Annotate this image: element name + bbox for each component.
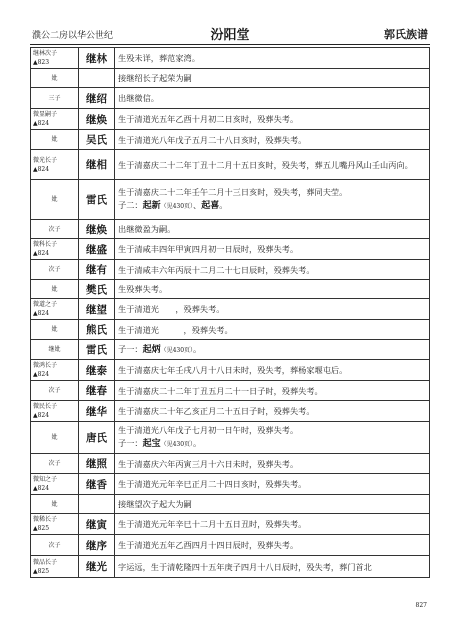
- relation-label: 微显嗣子: [33, 111, 58, 118]
- biography-cell: [115, 299, 430, 320]
- children-count-label: 子一：: [118, 344, 143, 354]
- table-row: [31, 109, 430, 130]
- biography-text: 生于清咸丰四年甲寅四月初一日辰时，殁葬失考。: [118, 244, 299, 254]
- biography-cell: [115, 88, 430, 109]
- person-name: 雷氏: [79, 180, 115, 220]
- biography-cell: [115, 280, 430, 299]
- relation-label: 次子: [48, 541, 61, 549]
- table-row: [31, 220, 430, 239]
- biography-cell: [115, 454, 430, 474]
- relation-cell: [31, 299, 79, 320]
- relation-cell: [31, 401, 79, 422]
- relation-cell: [31, 320, 79, 340]
- person-name: [79, 69, 115, 88]
- relation-cell: [31, 109, 79, 130]
- punctuation: 。: [219, 200, 228, 210]
- relation-label: 次子: [48, 266, 61, 273]
- relation-label: 妣: [51, 285, 58, 293]
- relation-label: 微民长子: [33, 403, 58, 410]
- person-name: 吴氏: [79, 130, 115, 150]
- person-name: 继寅: [79, 514, 115, 535]
- relation-label: 三子: [48, 94, 61, 102]
- table-row: [31, 454, 430, 474]
- page-reference: （见430页）: [160, 347, 194, 354]
- generation-marker: ▲823: [33, 59, 50, 66]
- biography-cell: [115, 401, 430, 422]
- page-number: 827: [415, 602, 427, 609]
- relation-cell: [31, 360, 79, 381]
- generation-marker: ▲824: [33, 165, 50, 173]
- table-row: [31, 535, 430, 556]
- biography-text: 生于清道光 ，殁葬失考。: [118, 304, 225, 314]
- relation-label: 微鸿长子: [33, 362, 58, 369]
- generation-marker: ▲824: [33, 371, 50, 378]
- table-row: [31, 495, 430, 514]
- biography-text: 出继微信。: [118, 93, 159, 103]
- relation-label: 微知之子: [33, 476, 58, 483]
- genealogy-table: [30, 47, 430, 578]
- biography-cell: [115, 150, 430, 180]
- relation-label: 继妣: [48, 346, 61, 353]
- generation-marker: ▲824: [33, 250, 50, 257]
- person-name: 继望: [79, 299, 115, 320]
- relation-label: 次子: [48, 387, 61, 394]
- child-name: 起宝: [142, 439, 161, 449]
- biography-cell: [115, 422, 430, 454]
- page-reference: （见430页）: [160, 441, 194, 448]
- biography-cell: [115, 48, 430, 69]
- table-row: [31, 340, 430, 360]
- punctuation: 。: [193, 344, 202, 354]
- person-name: 继盛: [79, 239, 115, 260]
- person-name: 继香: [79, 474, 115, 495]
- biography-cell: [115, 381, 430, 401]
- person-name: 继光: [79, 556, 115, 578]
- person-name: [79, 495, 115, 514]
- relation-label: 妣: [51, 326, 58, 333]
- biography-cell: [115, 260, 430, 280]
- biography-text: 生于清咸丰六年丙辰十二月二十七日辰时，殁葬失考。: [118, 264, 315, 275]
- table-row: [31, 280, 430, 299]
- relation-cell: [31, 381, 79, 401]
- person-name: 雷氏: [79, 340, 115, 360]
- relation-cell: [31, 514, 79, 535]
- relation-label: 微科长子: [33, 241, 58, 248]
- person-name: 熊氏: [79, 320, 115, 340]
- person-name: 继绍: [79, 88, 115, 109]
- biography-text: 生于清嘉庆二十年乙亥正月二十五日子时，殁葬失考。: [118, 406, 315, 416]
- table-row: [31, 299, 430, 320]
- relation-label: 微品长子: [33, 558, 58, 566]
- relation-label: 微道之子: [33, 301, 58, 308]
- children-line: [118, 199, 426, 213]
- child-name: 起喜: [201, 201, 220, 211]
- table-row: [31, 69, 430, 88]
- relation-label: 继林次子: [33, 50, 58, 57]
- biography-cell: [115, 535, 430, 556]
- table-row: [31, 381, 430, 401]
- generation-marker: ▲825: [33, 567, 50, 575]
- header-hall-name: 汾阳堂: [210, 28, 250, 43]
- biography-cell: [115, 220, 430, 239]
- biography-cell: [115, 514, 430, 535]
- table-row: [31, 150, 430, 180]
- biography-text: 字运远，生于清乾隆四十五年庚子四月十八日辰时，殁失考，葬门首北: [118, 561, 372, 572]
- relation-cell: [31, 280, 79, 299]
- child-name: 起新: [142, 201, 161, 211]
- children-count-label: 子二：: [118, 200, 143, 210]
- biography-text: 生于清道光五年乙酉十月初二日亥时，殁葬失考。: [118, 114, 299, 124]
- relation-cell: [31, 48, 79, 69]
- relation-cell: [31, 422, 79, 454]
- child-name: 起炳: [142, 345, 161, 355]
- punctuation: 。: [193, 438, 202, 448]
- person-name: 继春: [79, 381, 115, 401]
- table-row: [31, 130, 430, 150]
- relation-cell: [31, 239, 79, 260]
- biography-text: 接继绍长子起荣为嗣: [118, 73, 192, 83]
- generation-marker: ▲824: [33, 412, 50, 419]
- relation-cell: [31, 556, 79, 578]
- relation-cell: [31, 130, 79, 150]
- person-name: 继焕: [79, 109, 115, 130]
- person-name: 继有: [79, 260, 115, 280]
- biography-text: 生于清嘉庆七年壬戌八月十八日未时，殁失考，葬杨家堰屯后。: [118, 365, 348, 375]
- header-lineage: 濮公二房以华公世纪: [32, 31, 114, 41]
- generation-marker: ▲824: [33, 310, 50, 317]
- relation-cell: [31, 180, 79, 220]
- biography-cell: [115, 180, 430, 220]
- children-count-label: 子一：: [118, 438, 143, 448]
- person-name: 唐氏: [79, 422, 115, 454]
- relation-label: 妣: [51, 500, 58, 508]
- biography-cell: [115, 495, 430, 514]
- relation-cell: [31, 340, 79, 360]
- person-name: 继相: [79, 150, 115, 180]
- biography-text: 生于清道光元年辛巳正月二十四日亥时，殁葬失考。: [118, 479, 307, 489]
- relation-cell: [31, 220, 79, 239]
- table-row: [31, 556, 430, 578]
- biography-text: 生于清道光 ，殁葬失考。: [118, 324, 233, 335]
- person-name: 樊氏: [79, 280, 115, 299]
- relation-cell: [31, 88, 79, 109]
- children-line: [118, 343, 426, 357]
- person-name: 继照: [79, 454, 115, 474]
- header-rule: [30, 44, 430, 45]
- biography-text: 生于清嘉庆二十二年壬午二月十三日亥时，殁失考，葬同夫茔。: [118, 187, 348, 197]
- relation-label: 妣: [51, 434, 58, 441]
- table-row: [31, 180, 430, 220]
- biography-cell: [115, 320, 430, 340]
- relation-cell: [31, 260, 79, 280]
- relation-cell: [31, 150, 79, 180]
- relation-cell: [31, 69, 79, 88]
- separator: 、: [193, 200, 202, 210]
- person-name: 继华: [79, 401, 115, 422]
- table-row: [31, 239, 430, 260]
- generation-marker: ▲825: [33, 525, 50, 532]
- biography-cell: [115, 239, 430, 260]
- table-row: [31, 48, 430, 69]
- relation-label: 次子: [48, 460, 61, 467]
- table-row: [31, 260, 430, 280]
- header-book-title: 郭氏族谱: [384, 28, 428, 41]
- biography-text: 生殁未详，葬范家湾。: [118, 53, 200, 63]
- relation-cell: [31, 474, 79, 495]
- table-row: [31, 422, 430, 454]
- biography-cell: [115, 69, 430, 88]
- biography-cell: [115, 130, 430, 150]
- page-reference: （见430页）: [160, 203, 194, 210]
- biography-text: 接继望次子起大为嗣: [118, 499, 192, 509]
- relation-cell: [31, 454, 79, 474]
- generation-marker: ▲824: [33, 120, 50, 127]
- biography-cell: [115, 109, 430, 130]
- biography-cell: [115, 360, 430, 381]
- biography-text: 生于清道光八年戊子七月初一日午时，殁葬失考。: [118, 425, 299, 435]
- biography-text: 生于清道光八年戊子五月二十八日亥时，殁葬失考。: [118, 134, 307, 145]
- biography-text: 生于清嘉庆二十二年丁丑五月二十一日子时，殁葬失考。: [118, 385, 323, 396]
- relation-label: 微光长子: [33, 156, 58, 164]
- person-name: 继焕: [79, 220, 115, 239]
- table-row: [31, 88, 430, 109]
- relation-label: 妣: [51, 136, 58, 143]
- person-name: 继林: [79, 48, 115, 69]
- table-row: [31, 474, 430, 495]
- biography-cell: [115, 556, 430, 578]
- biography-text: 生于清道光五年乙酉四月十四日辰时，殁葬失考。: [118, 540, 299, 550]
- biography-text: 生于清嘉庆六年丙寅三月十六日未时，殁葬失考。: [118, 458, 299, 469]
- relation-label: 次子: [48, 225, 61, 233]
- relation-cell: [31, 535, 79, 556]
- page-header: [30, 22, 430, 46]
- table-row: [31, 320, 430, 340]
- table-row: [31, 514, 430, 535]
- generation-marker: ▲824: [33, 485, 50, 492]
- relation-label: 妣: [51, 196, 58, 203]
- relation-label: 妣: [51, 74, 58, 82]
- table-row: [31, 360, 430, 381]
- biography-text: 出继微盈为嗣。: [118, 224, 176, 234]
- relation-label: 微稀长子: [33, 516, 58, 523]
- biography-text: 生于清道光元年辛巳十二月十五日丑时，殁葬失考。: [118, 519, 307, 529]
- children-line: [118, 437, 426, 451]
- table-row: [31, 401, 430, 422]
- relation-cell: [31, 495, 79, 514]
- person-name: 继泰: [79, 360, 115, 381]
- biography-cell: [115, 340, 430, 360]
- biography-text: 生殁葬失考。: [118, 284, 168, 294]
- biography-text: 生于清嘉庆二十二年丁丑十二月十五日亥时，殁失考，葬五儿嘴丹风山壬山丙向。: [118, 159, 413, 170]
- person-name: 继序: [79, 535, 115, 556]
- biography-cell: [115, 474, 430, 495]
